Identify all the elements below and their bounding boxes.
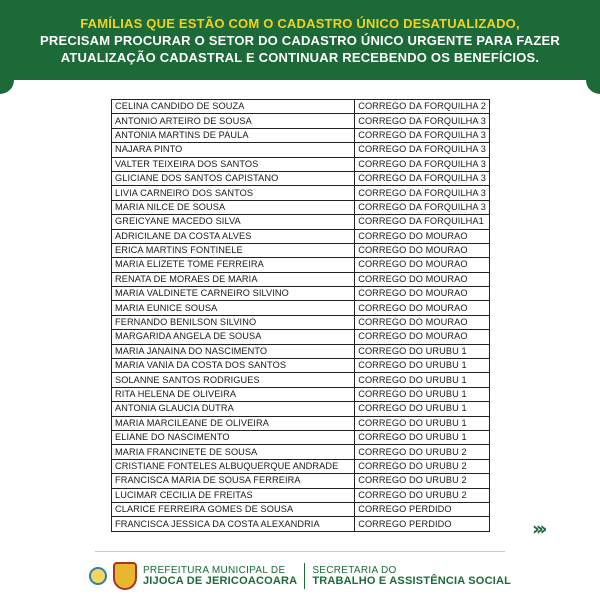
table-row bbox=[112, 157, 490, 171]
location-cell: CORREGO DO URUBU 2 bbox=[355, 459, 490, 473]
name-cell: MARIA FRANCINETE DE SOUSA bbox=[112, 445, 355, 459]
location-cell: CORREGO DA FORQUILHA 2 bbox=[355, 100, 490, 114]
notice-line-3: ATUALIZAÇÃO CADASTRAL E CONTINUAR RECEBENDO OS BENEFÍCIOS. bbox=[60, 49, 540, 65]
name-cell: NAJARA PINTO bbox=[112, 143, 355, 157]
table-row bbox=[112, 229, 490, 243]
name-cell: MARIA VANIA DA COSTA DOS SANTOS bbox=[112, 359, 355, 373]
location-cell: CORREGO DO MOURAO bbox=[355, 258, 490, 272]
name-cell: ERICA MARTINS FONTINELE bbox=[112, 243, 355, 257]
table-row bbox=[112, 272, 490, 286]
location-cell: CORREGO DA FORQUILHA 3 bbox=[355, 200, 490, 214]
location-cell: CORREGO DA FORQUILHA 3 bbox=[355, 171, 490, 185]
table-row bbox=[112, 416, 490, 430]
beneficiary-table bbox=[111, 99, 490, 532]
table-row bbox=[112, 387, 490, 401]
table-row bbox=[112, 474, 490, 488]
location-cell: CORREGO DO MOURAO bbox=[355, 330, 490, 344]
name-cell: MARIA NILCE DE SOUSA bbox=[112, 200, 355, 214]
name-cell: MARGARIDA ANGELA DE SOUSA bbox=[112, 330, 355, 344]
location-cell: CORREGO DA FORQUILHA1 bbox=[355, 215, 490, 229]
name-cell: FERNANDO BENILSON SILVINO bbox=[112, 315, 355, 329]
table-row bbox=[112, 344, 490, 358]
location-cell: CORREGO DA FORQUILHA 3 bbox=[355, 157, 490, 171]
name-cell: MARIA EUNICE SOUSA bbox=[112, 301, 355, 315]
name-cell: CLARICE FERREIRA GOMES DE SOUSA bbox=[112, 502, 355, 516]
coat-of-arms-icon bbox=[113, 562, 137, 590]
location-cell: CORREGO DO URUBU 1 bbox=[355, 387, 490, 401]
location-cell: CORREGO DO URUBU 2 bbox=[355, 445, 490, 459]
table-row bbox=[112, 359, 490, 373]
location-cell: CORREGO DA FORQUILHA 3 bbox=[355, 114, 490, 128]
secretaria-logo-text bbox=[312, 565, 511, 587]
table-row bbox=[112, 243, 490, 257]
location-cell: CORREGO DO MOURAO bbox=[355, 287, 490, 301]
prefeitura-logo-text bbox=[143, 565, 297, 587]
prefeitura-line-2: JIJOCA DE JERICOACOARA bbox=[142, 575, 298, 587]
location-cell: CORREGO DO MOURAO bbox=[355, 229, 490, 243]
location-cell: CORREGO PERDIDO bbox=[355, 502, 490, 516]
name-cell: SOLANNE SANTOS RODRIGUES bbox=[112, 373, 355, 387]
location-cell: CORREGO DO URUBU 2 bbox=[355, 474, 490, 488]
name-cell: LIVIA CARNEIRO DOS SANTOS bbox=[112, 186, 355, 200]
table-row bbox=[112, 143, 490, 157]
table-row bbox=[112, 517, 490, 531]
municipal-seal-icon bbox=[89, 567, 107, 585]
table-row bbox=[112, 114, 490, 128]
notice-line-1: FAMÍLIAS QUE ESTÃO COM O CADASTRO ÚNICO DESATUALIZADO, bbox=[80, 15, 520, 31]
name-cell: ANTONIO ARTEIRO DE SOUSA bbox=[112, 114, 355, 128]
table-row bbox=[112, 330, 490, 344]
table-row bbox=[112, 502, 490, 516]
table-row bbox=[112, 128, 490, 142]
table-row bbox=[112, 186, 490, 200]
name-cell: MARIA VALDINETE CARNEIRO SILVINO bbox=[112, 287, 355, 301]
header-bottom-edge bbox=[0, 80, 600, 95]
name-cell: RENATA DE MORAES DE MARIA bbox=[112, 272, 355, 286]
location-cell: CORREGO DO URUBU 1 bbox=[355, 402, 490, 416]
table-row bbox=[112, 315, 490, 329]
name-cell: GREICYANE MACEDO SILVA bbox=[112, 215, 355, 229]
name-cell: FRANCISCA JESSICA DA COSTA ALEXANDRIA bbox=[112, 517, 355, 531]
name-cell: ADRICILANE DA COSTA ALVES bbox=[112, 229, 355, 243]
table-row bbox=[112, 430, 490, 444]
table-row bbox=[112, 287, 490, 301]
name-cell: CRISTIANE FONTELES ALBUQUERQUE ANDRADE bbox=[112, 459, 355, 473]
table-row bbox=[112, 373, 490, 387]
footer-separator bbox=[304, 563, 305, 589]
name-cell: MARIA MARCILEANE DE OLIVEIRA bbox=[112, 416, 355, 430]
table-row bbox=[112, 215, 490, 229]
location-cell: CORREGO DA FORQUILHA 3 bbox=[355, 128, 490, 142]
location-cell: CORREGO DA FORQUILHA 3 bbox=[355, 186, 490, 200]
location-cell: CORREGO DO URUBU 1 bbox=[355, 430, 490, 444]
location-cell: CORREGO DO MOURAO bbox=[355, 315, 490, 329]
notice-header bbox=[0, 0, 600, 80]
table-row bbox=[112, 459, 490, 473]
location-cell: CORREGO DO MOURAO bbox=[355, 301, 490, 315]
location-cell: CORREGO DO URUBU 1 bbox=[355, 416, 490, 430]
name-cell: LUCIMAR CECILIA DE FREITAS bbox=[112, 488, 355, 502]
name-cell: ELIANE DO NASCIMENTO bbox=[112, 430, 355, 444]
location-cell: CORREGO DA FORQUILHA 3 bbox=[355, 143, 490, 157]
name-cell: RITA HELENA DE OLIVEIRA bbox=[112, 387, 355, 401]
name-cell: MARIA ELIZETE TOME FERREIRA bbox=[112, 258, 355, 272]
table-row bbox=[112, 100, 490, 114]
name-cell: CELINA CANDIDO DE SOUZA bbox=[112, 100, 355, 114]
footer bbox=[0, 552, 600, 600]
location-cell: CORREGO PERDIDO bbox=[355, 517, 490, 531]
location-cell: CORREGO DO MOURAO bbox=[355, 272, 490, 286]
name-cell: ANTONIA MARTINS DE PAULA bbox=[112, 128, 355, 142]
notice-line-2: PRECISAM PROCURAR O SETOR DO CADASTRO ÚNICO URGENTE PARA FAZER bbox=[40, 32, 560, 48]
table-row bbox=[112, 488, 490, 502]
location-cell: CORREGO DO URUBU 1 bbox=[355, 373, 490, 387]
name-cell: FRANCISCA MARIA DE SOUSA FERREIRA bbox=[112, 474, 355, 488]
triple-chevron-right-icon[interactable]: ››› bbox=[532, 518, 544, 540]
table-row bbox=[112, 171, 490, 185]
table-row bbox=[112, 200, 490, 214]
location-cell: CORREGO DO URUBU 1 bbox=[355, 344, 490, 358]
location-cell: CORREGO DO URUBU 2 bbox=[355, 488, 490, 502]
table-row bbox=[112, 258, 490, 272]
name-cell: VALTER TEIXEIRA DOS SANTOS bbox=[112, 157, 355, 171]
table-row bbox=[112, 301, 490, 315]
location-cell: CORREGO DO URUBU 1 bbox=[355, 359, 490, 373]
prefeitura-line-1: PREFEITURA MUNICIPAL DE bbox=[142, 565, 286, 576]
location-cell: CORREGO DO MOURAO bbox=[355, 243, 490, 257]
name-cell: GLICIANE DOS SANTOS CAPISTANO bbox=[112, 171, 355, 185]
secretaria-line-2: TRABALHO E ASSISTÊNCIA SOCIAL bbox=[312, 575, 512, 587]
table-row bbox=[112, 445, 490, 459]
table-row bbox=[112, 402, 490, 416]
name-cell: ANTONIA GLAUCIA DUTRA bbox=[112, 402, 355, 416]
name-cell: MARIA JANAINA DO NASCIMENTO bbox=[112, 344, 355, 358]
secretaria-line-1: SECRETARIA DO bbox=[312, 565, 397, 576]
